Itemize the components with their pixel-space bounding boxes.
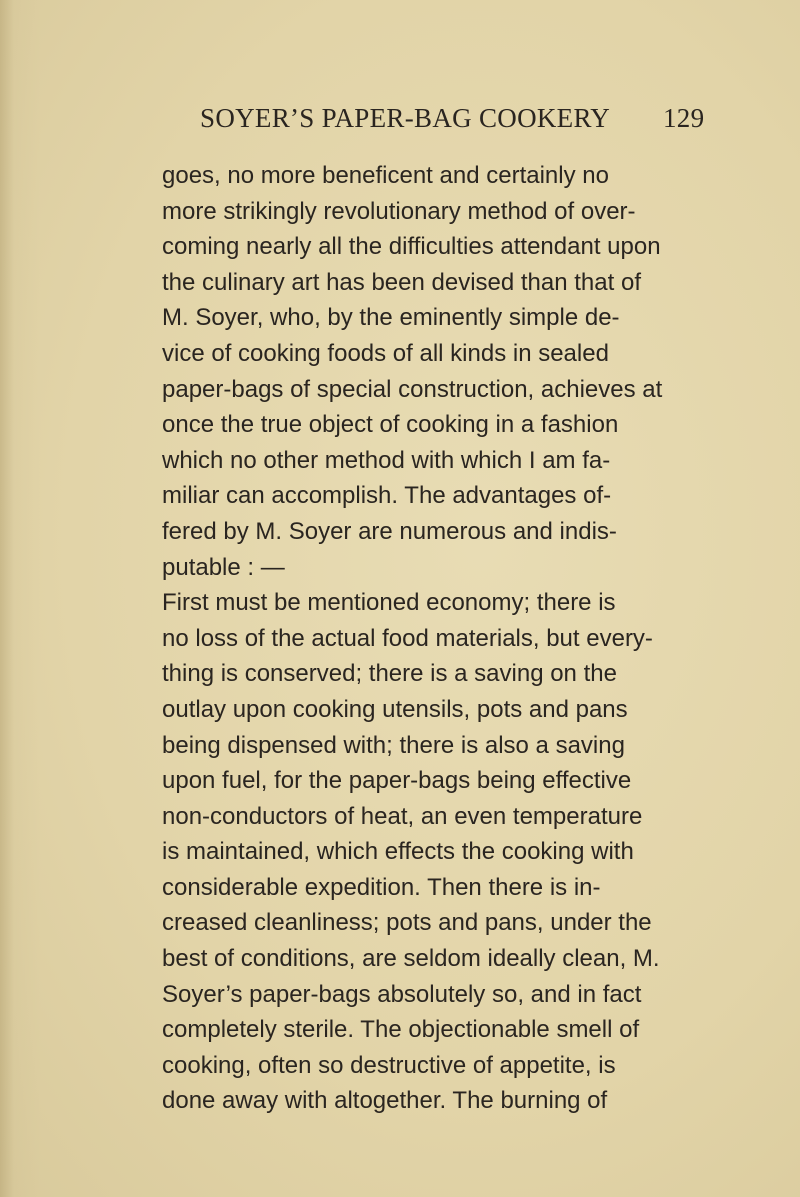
text-line: upon fuel, for the paper-bags being effective xyxy=(162,767,632,795)
text-line: the culinary art has been devised than that of xyxy=(162,268,641,296)
text-line: completely sterile. The objectionable smell of xyxy=(162,1016,640,1044)
text-line: putable : — xyxy=(162,553,285,581)
text-line: more strikingly revolutionary method of over- xyxy=(162,197,636,225)
text-line: creased cleanliness; pots and pans, under the xyxy=(162,909,652,937)
text-line: best of conditions, are seldom ideally clean, M. xyxy=(162,945,660,973)
text-line: once the true object of cooking in a fashion xyxy=(162,411,619,439)
text-line: no loss of the actual food materials, but every- xyxy=(162,624,653,652)
text-line: M. Soyer, who, by the eminently simple de- xyxy=(162,304,620,332)
text-line: being dispensed with; there is also a saving xyxy=(162,731,625,759)
text-line: which no other method with which I am fa- xyxy=(162,446,611,474)
text-line: miliar can accomplish. The advantages of- xyxy=(162,482,612,510)
text-line: vice of cooking foods of all kinds in sealed xyxy=(162,339,609,367)
text-line: goes, no more beneficent and certainly no xyxy=(162,162,609,189)
page-number: 129 xyxy=(663,103,705,133)
running-title: SOYER’S PAPER-BAG COOKERY xyxy=(200,103,611,133)
text-line: considerable expedition. Then there is in- xyxy=(162,873,601,901)
text-line: coming nearly all the difficulties attendant upon xyxy=(162,233,661,261)
text-line: thing is conserved; there is a saving on the xyxy=(162,660,617,688)
running-head xyxy=(200,103,740,143)
text-line: is maintained, which effects the cooking with xyxy=(162,838,634,866)
text-line: First must be mentioned economy; there is xyxy=(162,589,616,617)
text-line: done away with altogether. The burning of xyxy=(162,1087,608,1115)
text-line: non-conductors of heat, an even temperature xyxy=(162,802,643,830)
text-line: fered by M. Soyer are numerous and indis- xyxy=(162,517,617,545)
text-line: outlay upon cooking utensils, pots and pans xyxy=(162,695,628,723)
text-line: cooking, often so destructive of appetite, is xyxy=(162,1051,616,1079)
text-line: paper-bags of special construction, achieves at xyxy=(162,375,663,403)
text-line: Soyer’s paper-bags absolutely so, and in fact xyxy=(162,980,642,1008)
body-text xyxy=(162,158,722,1119)
